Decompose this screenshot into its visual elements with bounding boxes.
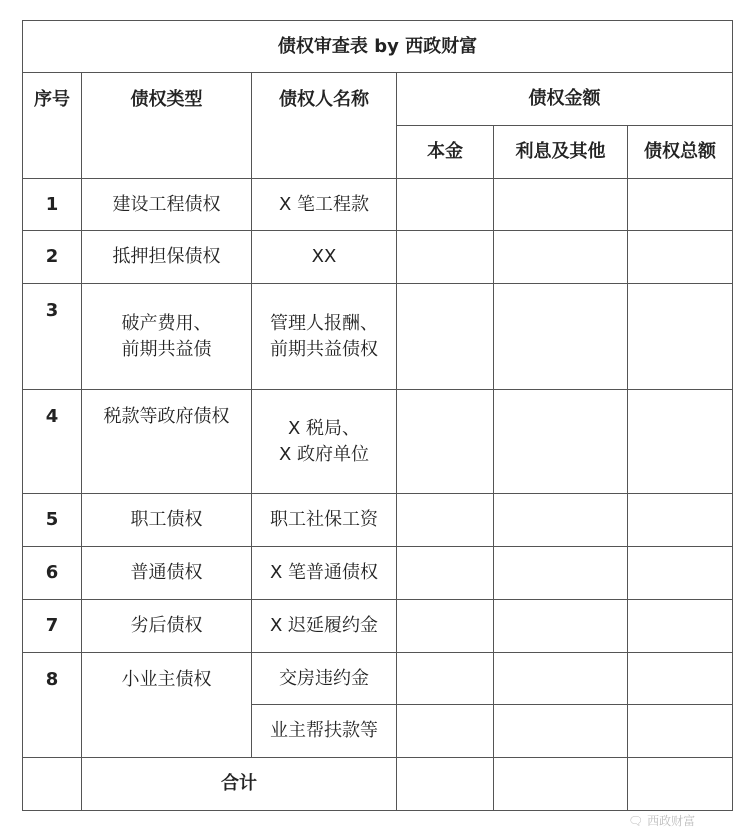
header-type: 债权类型 (82, 73, 252, 179)
cell-principal (397, 758, 494, 811)
row-index: 3 (23, 284, 82, 390)
row-index: 2 (23, 231, 82, 284)
row-creditor: X 迟延履约金 (252, 600, 397, 653)
table-title: 债权审查表 by 西政财富 (23, 21, 733, 73)
row-creditor: X 笔普通债权 (252, 547, 397, 600)
cell-total (628, 547, 733, 600)
row-index: 5 (23, 494, 82, 547)
header-creditor: 债权人名称 (252, 73, 397, 179)
row-creditor-line: X 政府单位 (278, 443, 370, 465)
cell-interest (494, 758, 628, 811)
row-creditor-line: 管理人报酬、 (270, 312, 378, 334)
table-row (23, 390, 733, 494)
cell-interest (494, 547, 628, 600)
wechat-icon: 🗨 (628, 814, 644, 828)
row-type-line: 前期共益债 (121, 338, 212, 360)
cell-interest (494, 390, 628, 494)
cell-interest (494, 600, 628, 653)
row-type: 抵押担保债权 (82, 231, 252, 284)
cell-total (628, 231, 733, 284)
row-creditor: 业主帮扶款等 (252, 705, 397, 758)
row-creditor: 职工社保工资 (252, 494, 397, 547)
row-creditor: 交房违约金 (252, 653, 397, 705)
cell-total (628, 653, 733, 705)
cell-principal (397, 284, 494, 390)
cell-total (628, 390, 733, 494)
cell-principal (397, 705, 494, 758)
row-type: 小业主债权 (82, 653, 252, 758)
row-index: 1 (23, 179, 82, 231)
table-row (23, 284, 733, 390)
table-row (23, 600, 733, 653)
table-row (23, 231, 733, 284)
watermark (628, 812, 695, 829)
row-type-line: 破产费用、 (121, 312, 212, 334)
cell-total (628, 494, 733, 547)
cell-total (628, 758, 733, 811)
cell-principal (397, 390, 494, 494)
row-type: 税款等政府债权 (82, 390, 252, 494)
row-creditor-line: 前期共益债权 (270, 338, 378, 360)
cell-principal (397, 547, 494, 600)
row-index: 8 (23, 653, 82, 758)
cell-total (628, 179, 733, 231)
row-index: 4 (23, 390, 82, 494)
row-type: 职工债权 (82, 494, 252, 547)
cell-interest (494, 179, 628, 231)
row-index: 7 (23, 600, 82, 653)
claims-review-table (22, 20, 733, 811)
table-row (23, 179, 733, 231)
cell-principal (397, 231, 494, 284)
header-amount: 债权金额 (397, 73, 733, 126)
cell-interest (494, 653, 628, 705)
row-creditor (252, 390, 397, 494)
header-total: 债权总额 (628, 126, 733, 179)
row-type (82, 284, 252, 390)
table-row (23, 494, 733, 547)
header-index: 序号 (23, 73, 82, 179)
table-row (23, 547, 733, 600)
header-principal: 本金 (397, 126, 494, 179)
row-type: 普通债权 (82, 547, 252, 600)
row-type: 建设工程债权 (82, 179, 252, 231)
row-creditor: X 笔工程款 (252, 179, 397, 231)
cell-principal (397, 653, 494, 705)
cell-total (628, 600, 733, 653)
watermark-text: 西政财富 (647, 814, 696, 828)
cell-principal (397, 179, 494, 231)
row-creditor (252, 284, 397, 390)
row-creditor: XX (252, 231, 397, 284)
row-creditor-line: X 税局、 (287, 417, 361, 439)
cell-total (628, 284, 733, 390)
header-interest: 利息及其他 (494, 126, 628, 179)
cell-total (628, 705, 733, 758)
cell-interest (494, 705, 628, 758)
cell-principal (397, 494, 494, 547)
row-type: 劣后债权 (82, 600, 252, 653)
cell-principal (397, 600, 494, 653)
cell-empty (23, 758, 82, 811)
cell-interest (494, 231, 628, 284)
cell-interest (494, 284, 628, 390)
total-label: 合计 (82, 758, 397, 811)
row-index: 6 (23, 547, 82, 600)
table-row (23, 653, 733, 705)
cell-interest (494, 494, 628, 547)
total-row (23, 758, 733, 811)
